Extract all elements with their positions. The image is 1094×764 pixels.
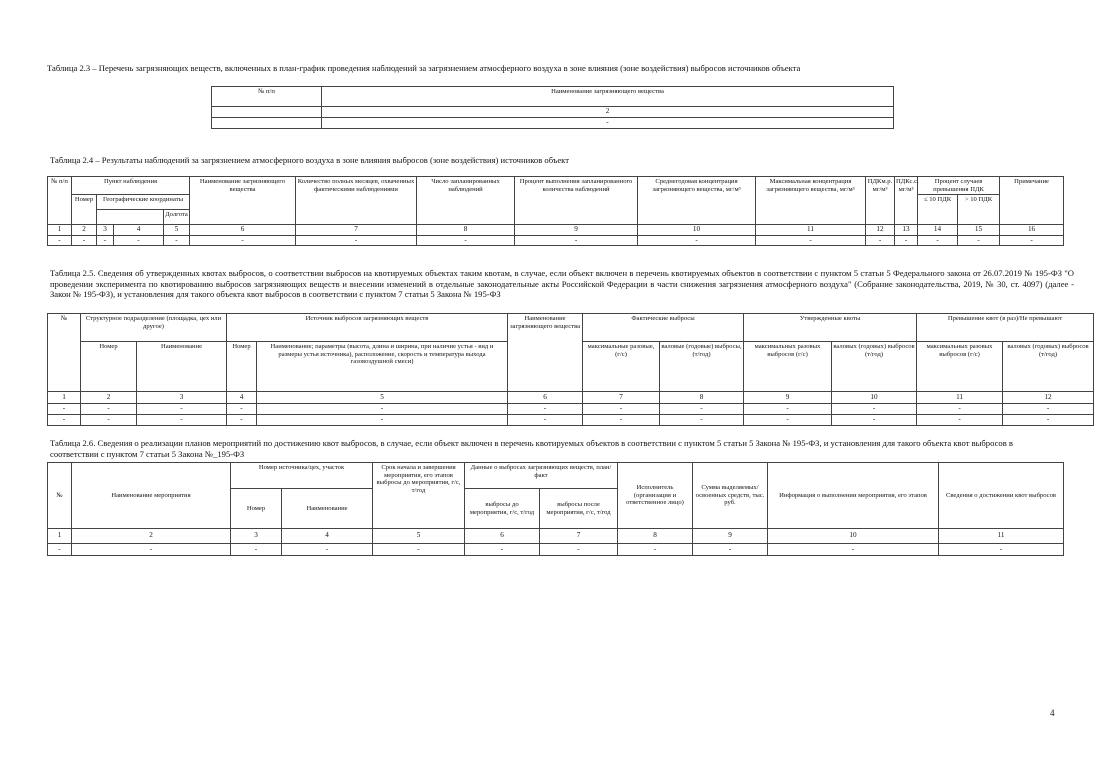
t26-dash-cell: - bbox=[618, 544, 693, 556]
t24-dash-cell: - bbox=[114, 235, 164, 246]
t24-h-substance: Наименование загрязняющего вещества bbox=[190, 177, 296, 225]
t24-dash-cell: - bbox=[866, 235, 895, 246]
t25-h-max-gs3: максимальных разовых выбросов (г/с) bbox=[917, 342, 1003, 392]
t24-index-cell: 12 bbox=[866, 225, 895, 236]
t24-dash-cell: - bbox=[164, 235, 190, 246]
t25-dash-cell: - bbox=[1003, 415, 1094, 426]
t25-dash-cell: - bbox=[81, 404, 137, 415]
t24-index-cell: 2 bbox=[72, 225, 97, 236]
t25-h-actual: Фактические выбросы bbox=[583, 314, 744, 342]
t23-data-cell bbox=[212, 118, 322, 129]
t24-h-pdk-ss: ПДКс.с. мг/м³ bbox=[895, 177, 918, 225]
t24-index-cell: 10 bbox=[638, 225, 756, 236]
t24-index-cell: 8 bbox=[417, 225, 515, 236]
t26-h-measure: Наименование мероприятия bbox=[72, 463, 231, 529]
t24-dash-cell: - bbox=[417, 235, 515, 246]
t25-index-cell: 3 bbox=[137, 392, 227, 404]
t24-h-lat bbox=[97, 210, 164, 225]
t26-dash-cell: - bbox=[282, 544, 373, 556]
t25-dash-cell: - bbox=[257, 404, 508, 415]
t25-h-unit: Структурное подразделение (площадка, цех или другое) bbox=[81, 314, 227, 342]
t24-index-cell: 13 bbox=[895, 225, 918, 236]
t24-h-percent: Процент выполнения запланированного количества наблюдений bbox=[515, 177, 638, 225]
t25-h-gross-ty: валовые (годовые) выбросы, (т/год) bbox=[660, 342, 744, 392]
t24-h-count: Число запланированных наблюдений bbox=[417, 177, 515, 225]
t24-dash-cell: - bbox=[97, 235, 114, 246]
t25-dash-cell: - bbox=[81, 415, 137, 426]
t25-dash-cell: - bbox=[744, 415, 832, 426]
t25-h-substance: Наименование загрязняющего вещества bbox=[508, 314, 583, 392]
t25-dash-cell: - bbox=[832, 404, 917, 415]
t26-index-cell: 9 bbox=[693, 529, 768, 544]
t25-index-cell: 4 bbox=[227, 392, 257, 404]
t23-data-cell: - bbox=[322, 118, 894, 129]
t25-dash-cell: - bbox=[583, 415, 660, 426]
t24-dash-cell: - bbox=[296, 235, 417, 246]
t26-index-cell: 4 bbox=[282, 529, 373, 544]
t24-dash-cell: - bbox=[190, 235, 296, 246]
t25-dash-cell: - bbox=[257, 415, 508, 426]
t24-h-avg: Среднегодовая концентрация загрязняющего вещества, мг/м³ bbox=[638, 177, 756, 225]
t26-index-cell: 11 bbox=[939, 529, 1064, 544]
t26-h-num: № bbox=[48, 463, 72, 529]
t25-dash-cell: - bbox=[917, 415, 1003, 426]
t25-dash-cell: - bbox=[508, 415, 583, 426]
t24-h-le10: ≤ 10 ПДК bbox=[918, 195, 958, 225]
t25-h-max-gs: максимальные разовые, (г/с) bbox=[583, 342, 660, 392]
t24-h-number: Номер bbox=[72, 195, 97, 225]
page-number: 4 bbox=[1050, 708, 1055, 718]
t24-h-geo: Географические координаты bbox=[97, 195, 190, 210]
t25-dash-cell: - bbox=[48, 415, 81, 426]
t26-h-term: Срок начала и завершения мероприятия, его этапов выбросы до мероприятия, г/с, т/год bbox=[373, 463, 465, 529]
t24-h-lon: Долгота bbox=[164, 210, 190, 225]
t24-h-months: Количество полных месяцев, охваченных фактическими наблюдениями bbox=[296, 177, 417, 225]
t26-h-name: Наименование bbox=[282, 489, 373, 529]
t26-index-cell: 10 bbox=[768, 529, 939, 544]
t25-index-cell: 2 bbox=[81, 392, 137, 404]
t25-dash-cell: - bbox=[744, 404, 832, 415]
t26-dash-cell: - bbox=[373, 544, 465, 556]
t26-dash-cell: - bbox=[693, 544, 768, 556]
t24-index-cell: 16 bbox=[1000, 225, 1064, 236]
t26-dash-cell: - bbox=[231, 544, 282, 556]
t25-dash-cell: - bbox=[917, 404, 1003, 415]
t24-dash-cell: - bbox=[1000, 235, 1064, 246]
t24-index-cell: 3 bbox=[97, 225, 114, 236]
table-2-3-caption: Таблица 2.3 – Перечень загрязняющих веществ, включенных в план-график проведения наблюдений за загрязнением атмосферного воздуха в зоне влияния (зоне воздействия) выбросов источников объекта bbox=[47, 63, 801, 73]
t25-index-cell: 5 bbox=[257, 392, 508, 404]
t25-h-number: Номер bbox=[81, 342, 137, 392]
t25-dash-cell: - bbox=[508, 404, 583, 415]
t26-h-exec: Исполнитель (организация и ответственное лицо) bbox=[618, 463, 693, 529]
t25-dash-cell: - bbox=[583, 404, 660, 415]
table-2-5 bbox=[47, 313, 1094, 426]
table-2-3 bbox=[211, 86, 894, 129]
t24-index-cell: 11 bbox=[756, 225, 866, 236]
t25-h-name: Наименование bbox=[137, 342, 227, 392]
t24-index-cell: 4 bbox=[114, 225, 164, 236]
t24-dash-cell: - bbox=[958, 235, 1000, 246]
t24-dash-cell: - bbox=[638, 235, 756, 246]
t25-h-exceed: Превышение квот (в раз)/Не превышают bbox=[917, 314, 1094, 342]
t25-index-cell: 7 bbox=[583, 392, 660, 404]
t25-h-snum: Номер bbox=[227, 342, 257, 392]
t25-h-max-gs2: максимальных разовых выбросов (г/с) bbox=[744, 342, 832, 392]
t24-index-cell: 15 bbox=[958, 225, 1000, 236]
t24-dash-cell: - bbox=[895, 235, 918, 246]
t26-index-cell: 2 bbox=[72, 529, 231, 544]
t26-h-number: Номер bbox=[231, 489, 282, 529]
t25-index-cell: 6 bbox=[508, 392, 583, 404]
t26-index-cell: 5 bbox=[373, 529, 465, 544]
t24-index-cell: 7 bbox=[296, 225, 417, 236]
t24-dash-cell: - bbox=[756, 235, 866, 246]
t25-h-sname: Наименование; параметры (высота, длина и ширина, при наличие устья - вид и размеры устья источника), расположение, скорость и температура выхода газовоздушной смеси) bbox=[257, 342, 508, 392]
t26-index-cell: 1 bbox=[48, 529, 72, 544]
t25-dash-cell: - bbox=[48, 404, 81, 415]
t25-index-cell: 12 bbox=[1003, 392, 1094, 404]
t26-h-data: Данные о выбросах загрязняющих веществ, план/факт bbox=[465, 463, 618, 489]
t25-h-gross-ty3: валовых (годовых) выбросов (т/год) bbox=[1003, 342, 1094, 392]
t24-index-cell: 14 bbox=[918, 225, 958, 236]
t24-index-cell: 5 bbox=[164, 225, 190, 236]
t25-dash-cell: - bbox=[660, 415, 744, 426]
t24-dash-cell: - bbox=[515, 235, 638, 246]
t25-h-gross-ty2: валовых (годовых) выбросов (т/год) bbox=[832, 342, 917, 392]
t25-dash-cell: - bbox=[1003, 404, 1094, 415]
t26-h-after: выбросы после мероприятия, г/с, т/год bbox=[540, 489, 618, 529]
t25-index-cell: 10 bbox=[832, 392, 917, 404]
t24-index-cell: 9 bbox=[515, 225, 638, 236]
t26-index-cell: 7 bbox=[540, 529, 618, 544]
table-2-4-caption: Таблица 2.4 – Результаты наблюдений за загрязнением атмосферного воздуха в зоне влияния выбросов (зоне воздействия) источников объект bbox=[50, 155, 569, 165]
table-2-5-caption: Таблица 2.5. Сведения об утвержденных квотах выбросов, о соответствии выбросов на квотируемых объектах таким квотам, в случае, если объект включен в перечень квотируемых объектов в соответствии с пунктом 5 статьи 5 Федерального закона от 26.07.2019 № 195-ФЗ "О проведении эксперимента по квотированию выбросов загрязняющих веществ и внесении изменений в отдельные законодательные акты Российской Федерации в части снижения загрязнения атмосферного воздуха" (Собрание законодательства, 2019, № 30, ст. 4097) (далее - Закон № 195-ФЗ), и установления для такого объекта квот выбросов в соответствии с пунктом 7 статьи 5 Закона № 195-ФЗ bbox=[50, 268, 1074, 299]
t25-dash-cell: - bbox=[227, 415, 257, 426]
t25-h-source: Источник выбросов загрязняющих веществ bbox=[227, 314, 508, 342]
t26-dash-cell: - bbox=[768, 544, 939, 556]
t24-h-pdk-mr: ПДКм.р. мг/м³ bbox=[866, 177, 895, 225]
t23-header-num: № п/п bbox=[212, 87, 322, 107]
t24-dash-cell: - bbox=[918, 235, 958, 246]
t26-index-cell: 6 bbox=[465, 529, 540, 544]
t26-dash-cell: - bbox=[939, 544, 1064, 556]
t26-index-cell: 3 bbox=[231, 529, 282, 544]
table-2-6-caption: Таблица 2.6. Сведения о реализации планов мероприятий по достижению квот выбросов, в случае, если объект включен в перечень квотируемых объектов в соответствии с пунктом 5 статьи 5 Закона № 195-ФЗ, и установления для такого объекта квот выбросов в соответствии с пунктом 7 статьи 5 Закона №_195-ФЗ bbox=[50, 438, 1013, 459]
t25-dash-cell: - bbox=[137, 415, 227, 426]
t25-dash-cell: - bbox=[660, 404, 744, 415]
t26-h-quota: Сведения о достижении квот выбросов bbox=[939, 463, 1064, 529]
t26-dash-cell: - bbox=[465, 544, 540, 556]
t24-h-exceed: Процент случаев превышения ПДК bbox=[918, 177, 1000, 195]
t25-dash-cell: - bbox=[137, 404, 227, 415]
t26-h-info: Информация о выполнении мероприятия, его этапов bbox=[768, 463, 939, 529]
t24-h-num: № п/п bbox=[48, 177, 72, 225]
t26-dash-cell: - bbox=[72, 544, 231, 556]
t24-index-cell: 1 bbox=[48, 225, 72, 236]
t23-header-name: Наименование загрязняющего вещества bbox=[322, 87, 894, 107]
t25-h-num: № bbox=[48, 314, 81, 392]
t25-h-approved: Утвержденные квоты bbox=[744, 314, 917, 342]
t25-dash-cell: - bbox=[832, 415, 917, 426]
t24-dash-cell: - bbox=[72, 235, 97, 246]
t24-dash-cell: - bbox=[48, 235, 72, 246]
t26-dash-cell: - bbox=[48, 544, 72, 556]
table-2-4 bbox=[47, 176, 1064, 246]
t26-h-before: выбросы до мероприятия, г/с, т/год bbox=[465, 489, 540, 529]
t24-h-note: Примечание bbox=[1000, 177, 1064, 225]
t23-index-cell: 2 bbox=[322, 107, 894, 118]
t26-dash-cell: - bbox=[540, 544, 618, 556]
t24-index-cell: 6 bbox=[190, 225, 296, 236]
t23-index-cell bbox=[212, 107, 322, 118]
t25-dash-cell: - bbox=[227, 404, 257, 415]
t24-h-point: Пункт наблюдения bbox=[72, 177, 190, 195]
t26-h-source: Номер источника/цех, участок bbox=[231, 463, 373, 489]
table-2-6 bbox=[47, 462, 1064, 556]
t25-index-cell: 11 bbox=[917, 392, 1003, 404]
t25-index-cell: 9 bbox=[744, 392, 832, 404]
t26-h-sum: Сумма выделяемых/ освоенных средств, тыс. руб. bbox=[693, 463, 768, 529]
t25-index-cell: 8 bbox=[660, 392, 744, 404]
t24-h-gt10: > 10 ПДК bbox=[958, 195, 1000, 225]
t24-h-max: Максимальная концентрация загрязняющего вещества, мг/м³ bbox=[756, 177, 866, 225]
t26-index-cell: 8 bbox=[618, 529, 693, 544]
t25-index-cell: 1 bbox=[48, 392, 81, 404]
